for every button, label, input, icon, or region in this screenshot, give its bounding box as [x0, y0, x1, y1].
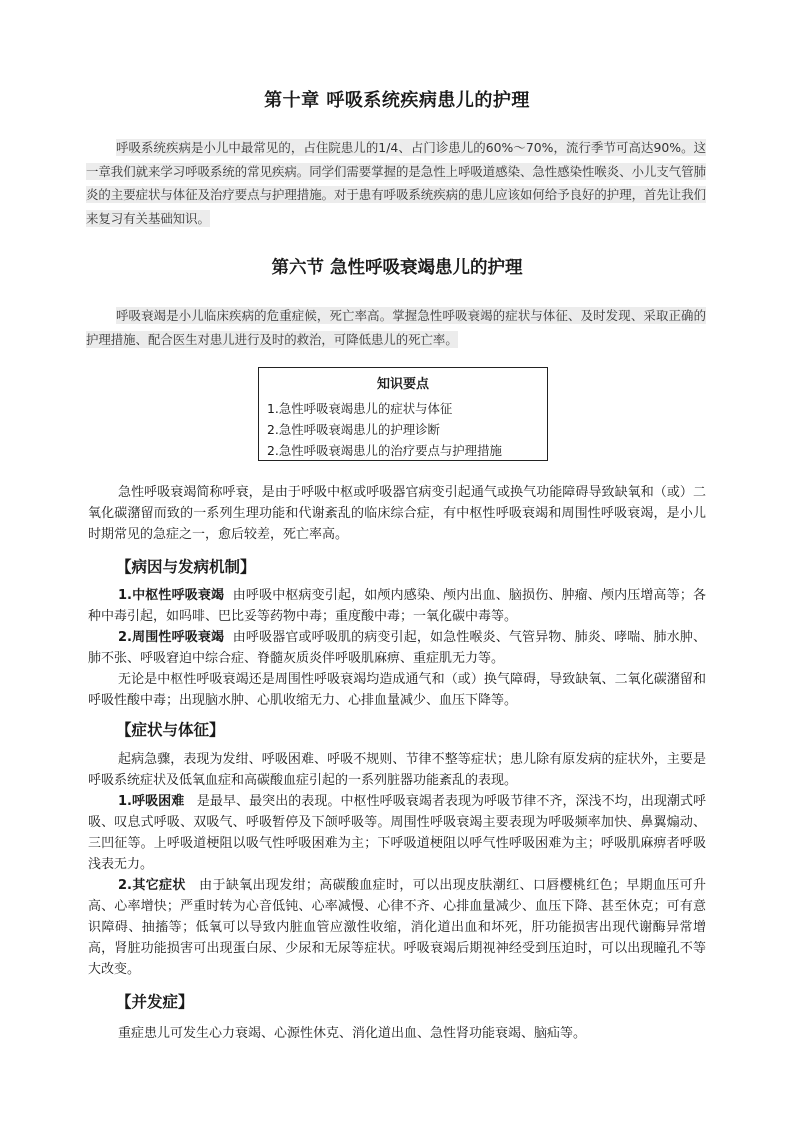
symptoms-item-1 — [88, 791, 706, 875]
etiology-summary: 无论是中枢性呼吸衰竭还是周围性呼吸衰竭均造成通气和（或）换气障碍，导致缺氧、二氧化碳潴留和呼吸性酸中毒；出现脑水肿、心肌收缩无力、心排血量减少、血压下降等。 — [88, 672, 706, 708]
complications-text: 重症患儿可发生心力衰竭、心源性休克、消化道出血、急性肾功能衰竭、脑疝等。 — [118, 1026, 587, 1041]
symptoms-intro: 起病急骤，表现为发绀、呼吸困难、呼吸不规则、节律不整等症状；患儿除有原发病的症状外，主要是呼吸系统症状及低氧血症和高碳酸血症引起的一系列脏器功能紊乱的表现。 — [88, 752, 706, 788]
etiology-item-2 — [88, 627, 706, 669]
symptoms-item-1-text: 是最早、最突出的表现。中枢性呼吸衰竭者表现为呼吸节律不齐，深浅不均，出现潮式呼吸、叹息式呼吸、双吸气、呼吸暂停及下颌呼吸等。周围性呼吸衰竭主要表现为呼吸频率加快、鼻翼煽动、三凹征等。上呼吸道梗阻以吸气性呼吸困难为主；下呼吸道梗阻以呼气性呼吸困难为主；呼吸肌麻痹者呼吸浅表无力。 — [88, 794, 707, 872]
knowledge-point-item: 2.急性呼吸衰竭患儿的护理诊断 — [267, 422, 440, 437]
complications-section — [88, 1023, 706, 1044]
symptoms-item-2 — [88, 875, 706, 980]
etiology-item-2-text: 由呼吸器官或呼吸肌的病变引起，如急性喉炎、气管异物、肺炎、哮喘、肺水肿、肺不张、呼吸窘迫中综合症、脊髓灰质炎伴呼吸肌麻痹、重症肌无力等。 — [88, 630, 707, 666]
symptoms-item-2-label: 2.其它症状 — [118, 878, 186, 893]
knowledge-points-box — [258, 367, 548, 461]
etiology-item-1-label: 1.中枢性呼吸衰竭 — [118, 588, 225, 603]
symptoms-item-2-text: 由于缺氧出现发绀；高碳酸血症时，可以出现皮肤潮红、口唇樱桃红色；早期血压可升高、心率增快；严重时转为心音低钝、心率减慢、心律不齐、心排血量减少、血压下降、甚至休克；可有意识障碍、抽搐等；低氧可以导致内脏血管应激性收缩，消化道出血和坏死，肝功能损害出现代谢酶异常增高，肾脏功能损害可出现蛋白尿、少尿和无尿等症状。呼吸衰竭后期视神经受到压迫时，可以出现瞳孔不等大改变。 — [88, 878, 706, 977]
etiology-item-2-label: 2.周围性呼吸衰竭 — [118, 630, 225, 645]
definition-paragraph — [88, 482, 706, 545]
section-intro — [86, 304, 706, 351]
etiology-item-1 — [88, 585, 706, 627]
symptoms-heading: 【症状与体征】 — [116, 721, 225, 739]
knowledge-point-item: 2.急性呼吸衰竭患儿的治疗要点与护理措施 — [267, 443, 502, 458]
etiology-heading: 【病因与发病机制】 — [116, 558, 256, 576]
chapter-title: 第十章 呼吸系统疾病患儿的护理 — [264, 90, 530, 111]
section-intro-text: 呼吸衰竭是小儿临床疾病的危重症候，死亡率高。掌握急性呼吸衰竭的症状与体征、及时发现、采取正确的护理措施、配合医生对患儿进行及时的救治，可降低患儿的死亡率。 — [86, 308, 706, 347]
chapter-intro-text: 呼吸系统疾病是小儿中最常见的，占住院患儿的1/4、占门诊患儿的60%～70%，流行季节可高达90%。这一章我们就来学习呼吸系统的常见疾病。同学们需要掌握的是急性上呼吸道感染、急性感染性喉炎、小儿支气管肺炎的主要症状与体征及治疗要点与护理措施。对于患有呼吸系统疾病的患儿应该如何给予良好的护理，首先让我们来复习有关基础知识。 — [86, 140, 706, 226]
symptoms-item-1-label: 1.呼吸困难 — [118, 794, 185, 809]
etiology-section — [88, 585, 706, 711]
complications-heading: 【并发症】 — [116, 993, 194, 1011]
knowledge-points-title: 知识要点 — [376, 377, 429, 392]
section-title: 第六节 急性呼吸衰竭患儿的护理 — [271, 258, 523, 278]
knowledge-point-item: 1.急性呼吸衰竭患儿的症状与体征 — [267, 401, 453, 416]
etiology-item-1-text: 由呼吸中枢病变引起，如颅内感染、颅内出血、脑损伤、肿瘤、颅内压增高等；各种中毒引起，如吗啡、巴比妥等药物中毒；重度酸中毒；一氧化碳中毒等。 — [88, 588, 707, 624]
chapter-intro — [86, 136, 706, 230]
definition-text: 急性呼吸衰竭简称呼衰，是由于呼吸中枢或呼吸器官病变引起通气或换气功能障碍导致缺氧和（或）二氧化碳潴留而致的一系列生理功能和代谢紊乱的临床综合症，有中枢性呼吸衰竭和周围性呼吸衰竭，是小儿时期常见的急症之一，愈后较差，死亡率高。 — [88, 485, 706, 542]
symptoms-section — [88, 749, 706, 980]
